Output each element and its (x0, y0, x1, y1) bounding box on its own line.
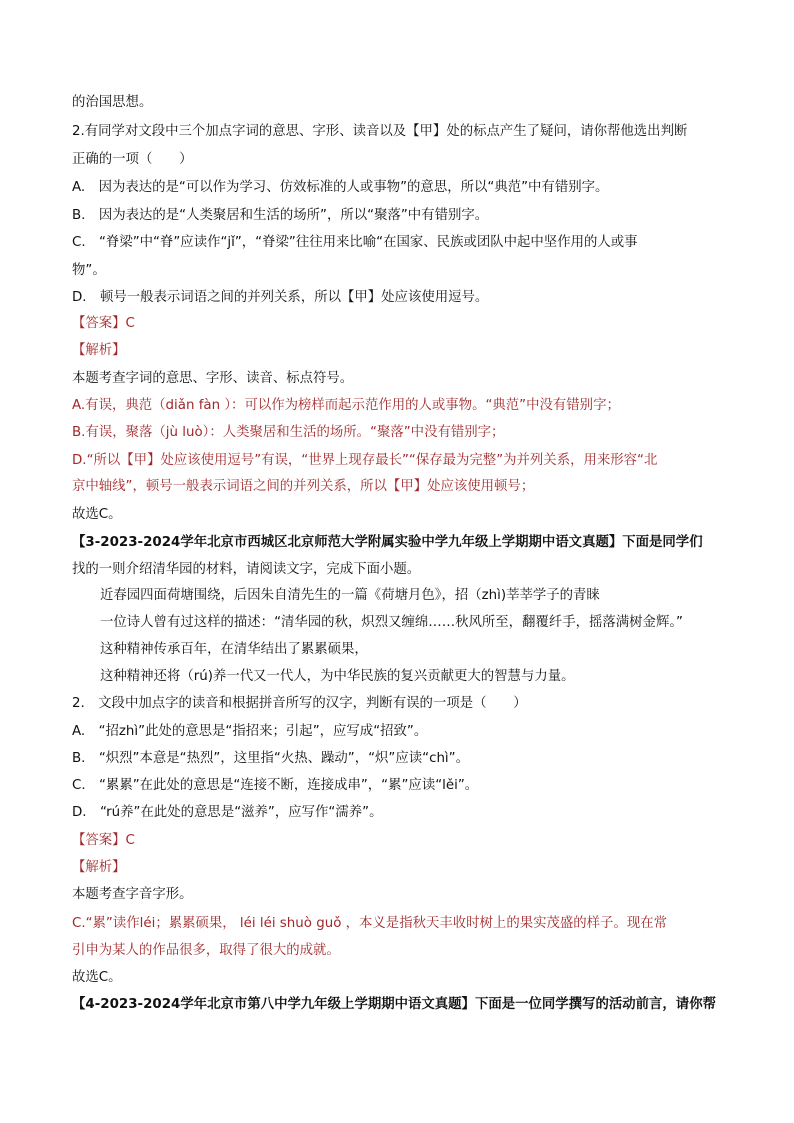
text-line: B. 因为表达的是“人类聚居和生活的场所”，所以“聚落”中有错别字。 (72, 208, 489, 223)
text-line: A. 因为表达的是“可以作为学习、仿效标准的人或事物”的意思，所以“典范”中有错别字。 (72, 180, 609, 195)
text-line: 一位诗人曾有过这样的描述：“清华园的秋，炽烈又缠绵……秋风所至，翻覆纤手，摇落满树金辉。” (100, 615, 683, 630)
text-line: B.有误，聚落（jù luò）：人类聚居和生活的场所。“聚落”中没有错别字； (72, 425, 505, 440)
text-line: 京中轴线”，顿号一般表示词语之间的并列关系，所以【甲】处应该使用顿号； (72, 479, 535, 494)
text-line: 故选C。 (72, 970, 122, 985)
text-line: 的治国思想。 (72, 95, 153, 110)
text-line: 物”。 (72, 263, 106, 278)
text-line: 2. 文段中加点字的读音和根据拼音所写的汉字，判断有误的一项是（ ） (72, 696, 527, 711)
text-line: B. “炽烈”本意是“热烈”，这里指“火热、躁动”，“炽”应读“chì”。 (72, 751, 469, 766)
text-line: C. “脊梁”中“脊”应读作“jǐ”，“脊梁”往往用来比喻“在国家、民族或团队中起中坚作用的人或事 (72, 235, 638, 250)
text-line: 【答案】C (72, 833, 135, 848)
text-line: 这种精神还将（rú)养一代又一代人，为中华民族的复兴贡献更大的智慧与力量。 (100, 669, 575, 684)
text-line: 近春园四面荷塘围绕，后因朱自清先生的一篇《荷塘月色》，招（zhì)莘莘学子的青睐 (100, 588, 600, 603)
text-line: C. “累累”在此处的意思是“连接不断，连接成串”，“累”应读“lěi”。 (72, 778, 479, 793)
text-line: 【解析】 (72, 343, 126, 358)
text-line: 正确的一项（ ） (72, 152, 193, 167)
text-line: A.有误，典范（diǎn fàn ）：可以作为榜样而起示范作用的人或事物。“典范”中没有错别字； (72, 398, 620, 413)
text-line: 【3-2023-2024学年北京市西城区北京师范大学附属实验中学九年级上学期期中语文真题】下面是同学们 (72, 535, 703, 550)
text-line: 故选C。 (72, 507, 122, 522)
text-line: 本题考查字词的意思、字形、读音、标点符号。 (72, 371, 354, 386)
text-line: 引申为某人的作品很多，取得了很大的成就。 (72, 943, 340, 958)
text-line: D. 顿号一般表示词语之间的并列关系，所以【甲】处应该使用逗号。 (72, 290, 489, 305)
text-line: 2.有同学对文段中三个加点字词的意思、字形、读音以及【甲】处的标点产生了疑问，请你帮他选出判断 (72, 124, 688, 139)
text-line: 这种精神传承百年，在清华结出了累累硕果， (100, 642, 368, 657)
text-line: 【答案】C (72, 316, 135, 331)
text-line: D. “rú养”在此处的意思是“滋养”，应写作“濡养”。 (72, 805, 383, 820)
text-line: D.“所以【甲】处应该使用逗号”有误，“世界上现存最长”“保存最为完整”为并列关系，用来形容“北 (72, 453, 658, 468)
text-line: 【解析】 (72, 860, 126, 875)
text-line: C.“累”读作léi；累累硕果， léi léi shuò guǒ ，本义是指秋天丰收时树上的果实茂盛的样子。现在常 (72, 916, 668, 931)
text-line: 【4-2023-2024学年北京市第八中学九年级上学期期中语文真题】下面是一位同学撰写的活动前言，请你帮 (72, 997, 716, 1012)
text-line: 本题考查字音字形。 (72, 887, 193, 902)
text-line: A. “招zhì”此处的意思是“指招来；引起”，应写成“招致”。 (72, 724, 428, 739)
text-line: 找的一则介绍清华园的材料，请阅读文字，完成下面小题。 (72, 562, 421, 577)
